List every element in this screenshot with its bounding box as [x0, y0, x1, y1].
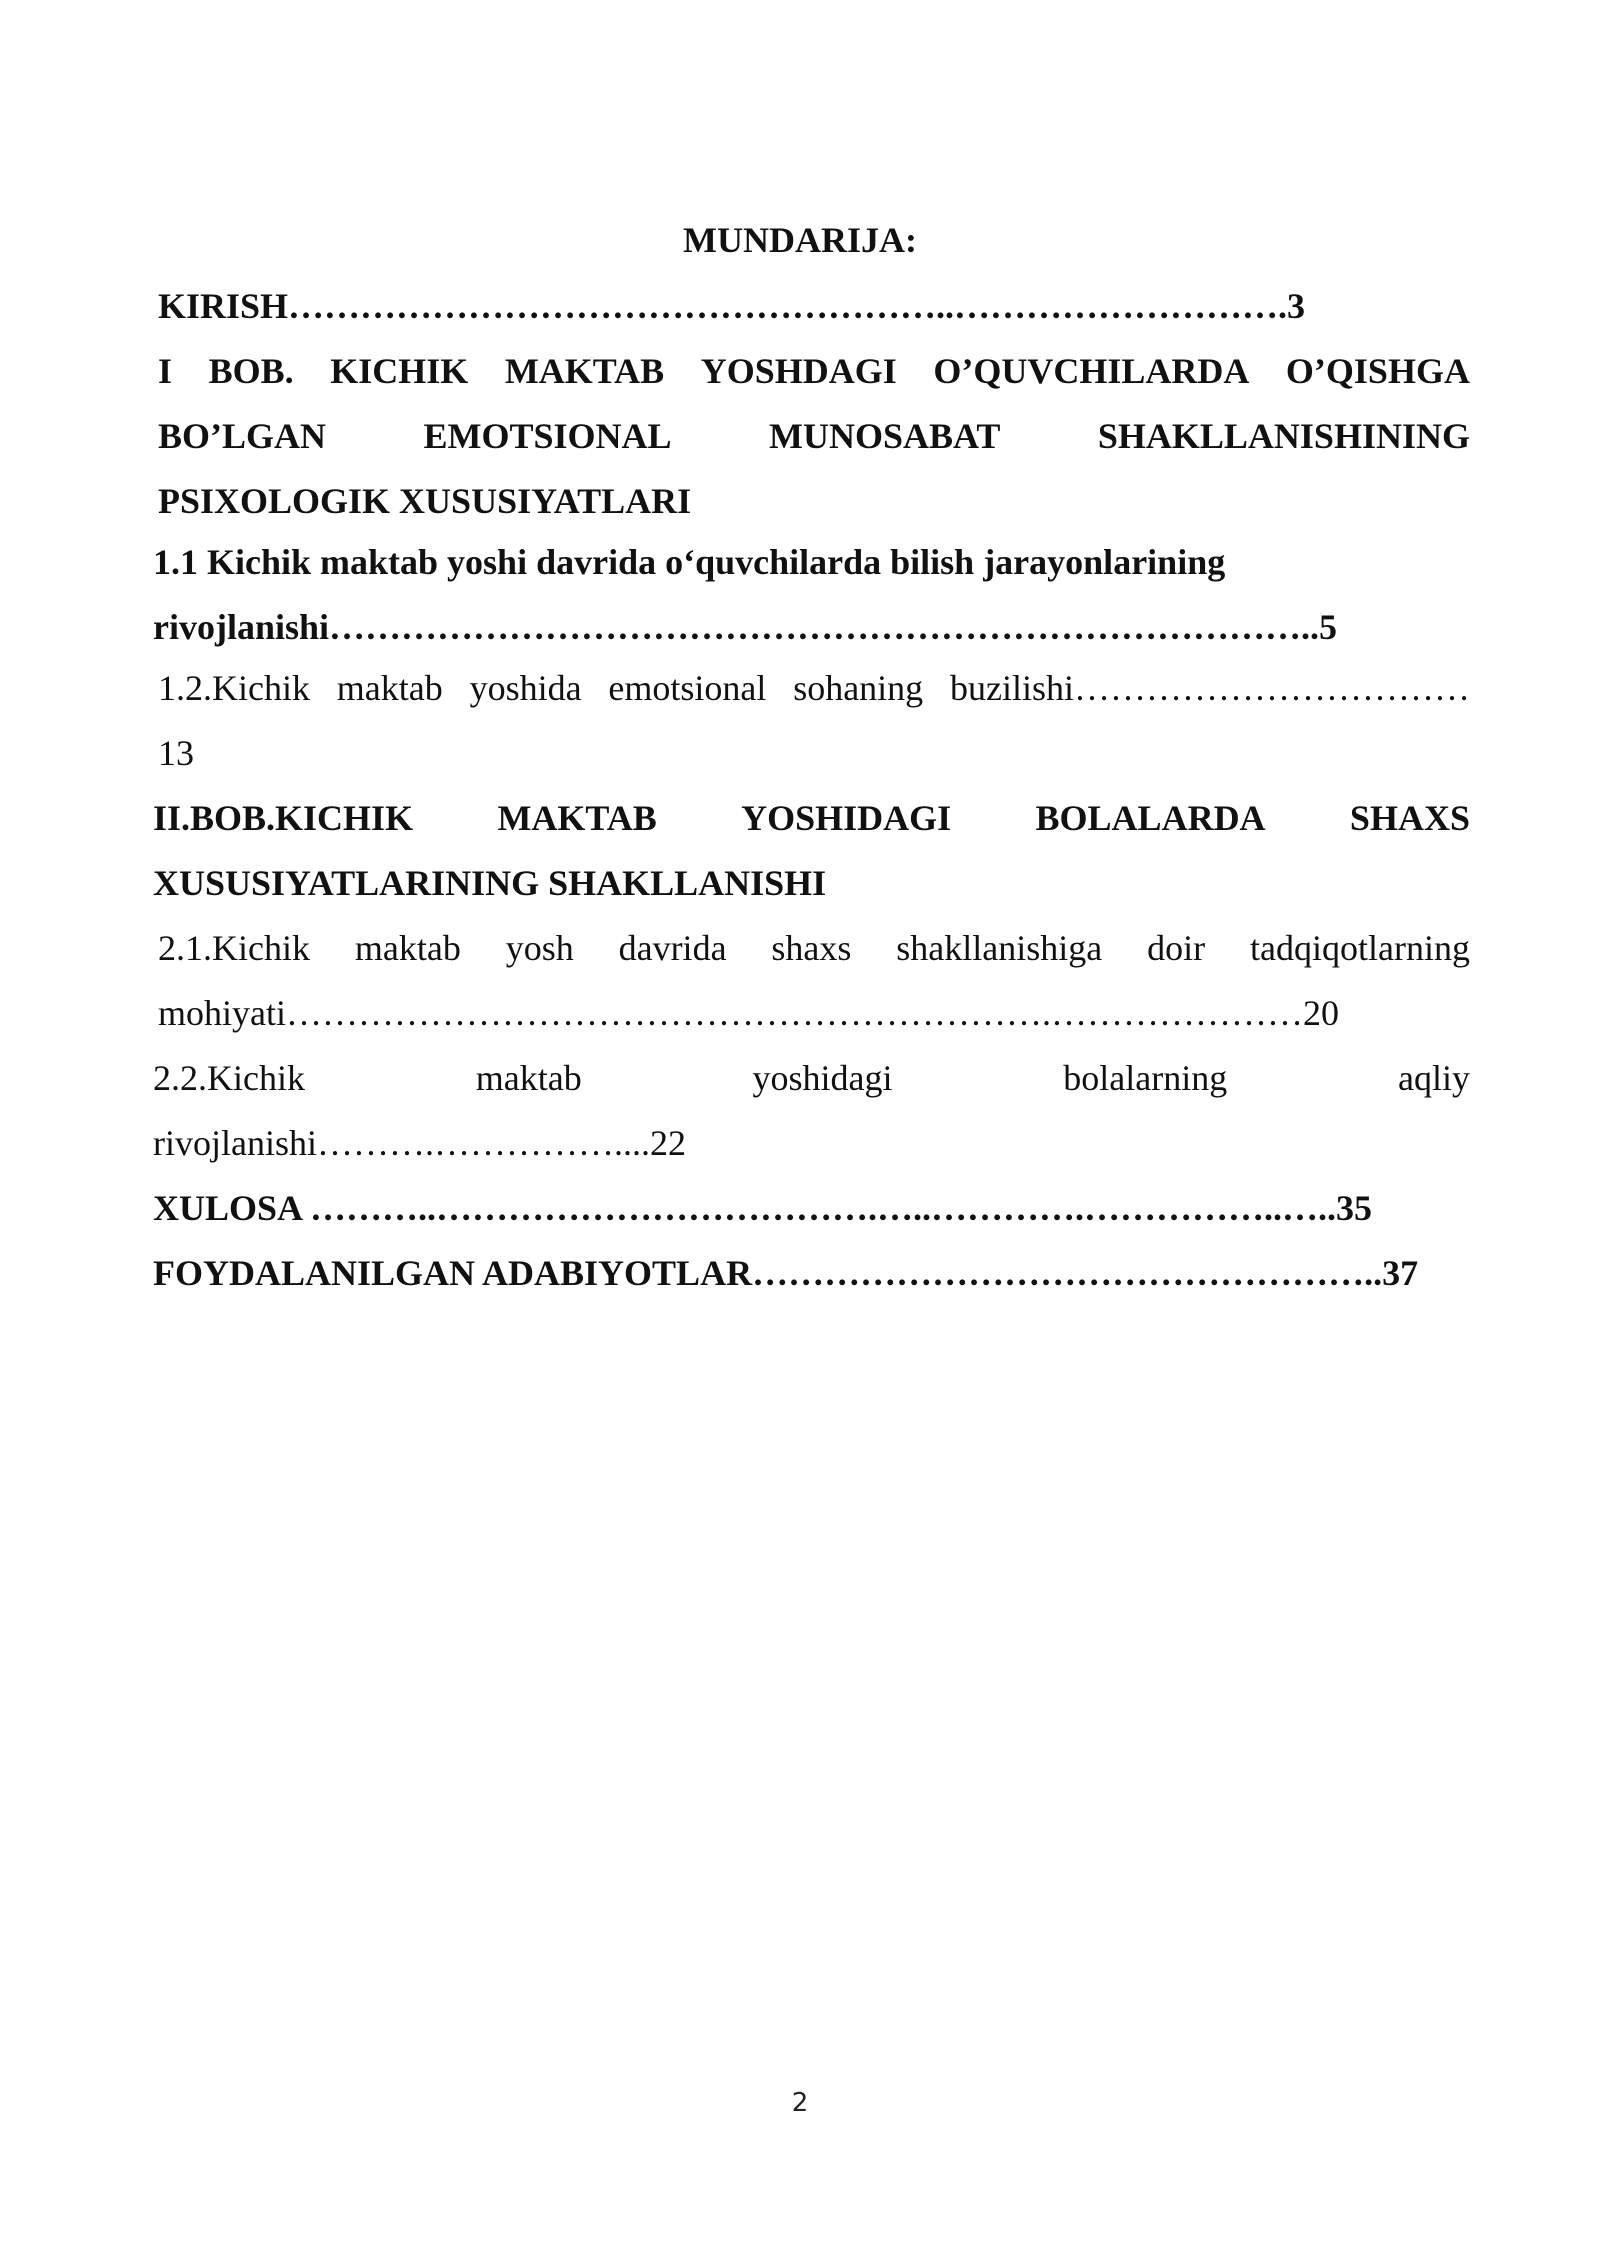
word: sohaning [793, 668, 924, 708]
word: yoshida [469, 668, 582, 708]
word: O’QUVCHILARDA [933, 351, 1250, 391]
word: emotsional [608, 668, 767, 708]
word: maktab [336, 668, 443, 708]
word: YOSHDAGI [700, 351, 897, 391]
word: BOLALARDA [1035, 798, 1266, 838]
toc-entry-chapter1-line1 [158, 349, 1470, 393]
toc-entry-section-2-1-line1 [158, 926, 1470, 970]
toc-entry-xulosa: XULOSA ………..……………………………….…..………….……………..…..35 [153, 1188, 1373, 1228]
word: doir [1147, 928, 1206, 968]
toc-entry-chapter2-line1 [153, 796, 1470, 840]
word: maktab [475, 1058, 582, 1098]
word: 1.2.Kichik [158, 668, 310, 708]
word: II.BOB.KICHIK [153, 798, 414, 838]
word: aqliy [1397, 1058, 1470, 1098]
word: maktab [354, 928, 461, 968]
page-number: 2 [791, 2088, 809, 2118]
word: buzilishi…………………………… [950, 668, 1470, 708]
toc-entry-chapter1-line2 [158, 414, 1470, 458]
toc-entry-section-1-1-line1: 1.1 Kichik maktab yoshi davrida o‘quvchilarda bilish jarayonlarining [153, 542, 1226, 582]
word: MUNOSABAT [769, 416, 1001, 456]
toc-entry-adabiyotlar: FOYDALANILGAN ADABIYOTLAR……………………………………………..37 [153, 1253, 1419, 1293]
word: BOB. [208, 351, 294, 391]
word: I [158, 351, 173, 391]
word: YOSHIDAGI [741, 798, 952, 838]
word: tadqiqotlarning [1250, 928, 1470, 968]
word: EMOTSIONAL [423, 416, 672, 456]
word: 2.1.Kichik [158, 928, 310, 968]
toc-entry-chapter2-line2: XUSUSIYATLARINING SHAKLLANISHI [153, 863, 827, 903]
word: yoshidagi [752, 1058, 893, 1098]
word: bolalarning [1063, 1058, 1228, 1098]
toc-entry-section-2-1-line2: mohiyati……………………………………………………….…………………20 [158, 993, 1339, 1033]
word: 2.2.Kichik [153, 1058, 305, 1098]
word: shakllanishiga [896, 928, 1103, 968]
word: shaxs [771, 928, 852, 968]
toc-entry-kirish: KIRISH………………………………………………..……………………….3 [158, 286, 1306, 326]
word: SHAKLLANISHINING [1097, 416, 1470, 456]
word: davrida [618, 928, 727, 968]
word: SHAXS [1349, 798, 1470, 838]
toc-entry-section-2-2-line2: rivojlanishi……….……………....22 [153, 1123, 686, 1163]
word: BO’LGAN [158, 416, 327, 456]
word: O’QISHGA [1285, 351, 1470, 391]
toc-entry-section-2-2-line1 [153, 1056, 1470, 1100]
word: yosh [505, 928, 574, 968]
word: KICHIK [330, 351, 469, 391]
word: MAKTAB [497, 798, 657, 838]
toc-title: MUNDARIJA: [683, 220, 917, 260]
toc-entry-section-1-2-line2: 13 [158, 733, 194, 773]
toc-entry-chapter1-line3: PSIXOLOGIK XUSUSIYATLARI [158, 481, 692, 521]
word: MAKTAB [504, 351, 665, 391]
toc-entry-section-1-1-line2: rivojlanishi………………………………………………………………………..5 [153, 607, 1338, 647]
toc-entry-section-1-2-line1 [158, 666, 1470, 710]
